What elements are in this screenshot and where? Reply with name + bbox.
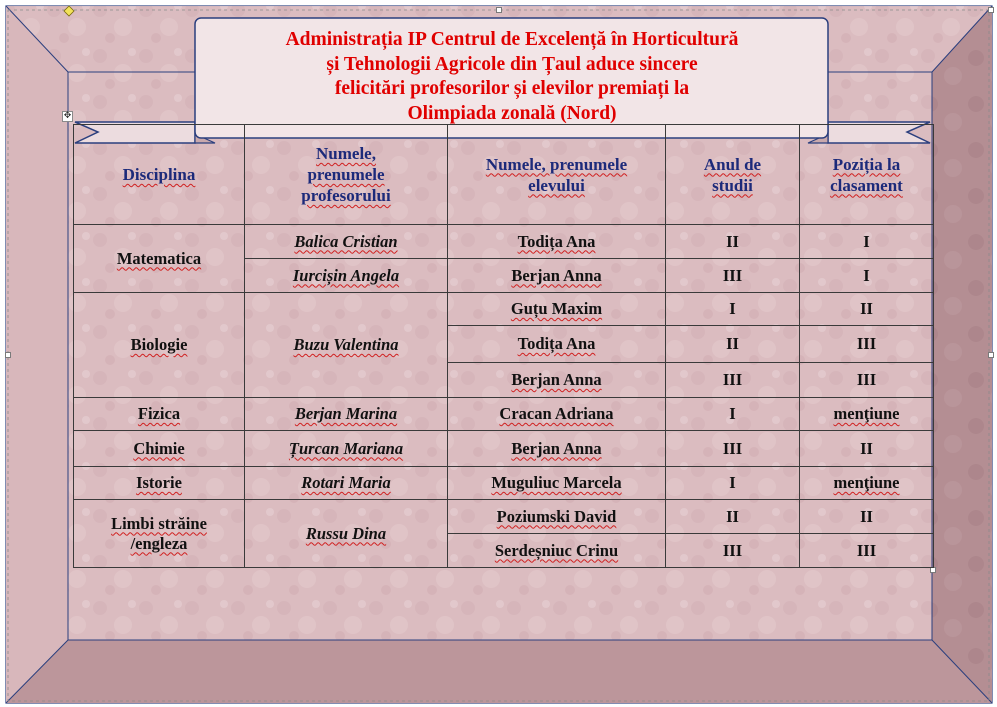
cell-teacher: Buzu Valentina <box>245 293 448 398</box>
table-row <box>74 500 934 534</box>
cell-student: Todița Ana <box>448 326 666 363</box>
cell-discipline: Istorie <box>74 467 245 500</box>
cell-discipline: Biologie <box>74 293 245 398</box>
table-header-row <box>74 125 934 225</box>
cell-discipline: Limbi străine /engleza <box>74 500 245 568</box>
cell-student: Berjan Anna <box>448 363 666 398</box>
header-year: Anul de studii <box>666 125 800 225</box>
table-row <box>74 467 934 500</box>
cell-year: III <box>666 259 800 293</box>
cell-teacher: Balica Cristian <box>245 225 448 259</box>
resize-handle-top-right[interactable] <box>988 7 994 13</box>
cell-teacher: Russu Dina <box>245 500 448 568</box>
banner-line: și Tehnologii Agricole din Țaul aduce sincere <box>326 53 698 75</box>
cell-year: III <box>666 363 800 398</box>
cell-student: Todița Ana <box>448 225 666 259</box>
cell-student: Poziumski David <box>448 500 666 534</box>
table-row <box>74 225 934 259</box>
cell-year: III <box>666 431 800 467</box>
banner-line: Administrația IP Centrul de Excelență în Horticultură <box>285 29 739 50</box>
cell-discipline: Matematica <box>74 225 245 293</box>
cell-teacher: Rotari Maria <box>245 467 448 500</box>
header-discipline: Disciplina <box>74 125 245 225</box>
cell-year: II <box>666 225 800 259</box>
header-position: Poziția la clasament <box>800 125 934 225</box>
header-student: Numele, prenumele elevului <box>448 125 666 225</box>
cell-discipline: Fizica <box>74 398 245 431</box>
cell-position: I <box>800 259 934 293</box>
cell-year: I <box>666 398 800 431</box>
resize-handle-right[interactable] <box>988 352 994 358</box>
cell-position: II <box>800 293 934 326</box>
cell-teacher: Țurcan Mariana <box>245 431 448 467</box>
resize-handle-left[interactable] <box>5 352 11 358</box>
banner-title <box>202 28 822 126</box>
cell-student: Guțu Maxim <box>448 293 666 326</box>
cell-position: III <box>800 363 934 398</box>
cell-student: Berjan Anna <box>448 431 666 467</box>
cell-teacher: Berjan Marina <box>245 398 448 431</box>
banner-line: Olimpiada zonală (Nord) <box>407 102 617 124</box>
cell-year: II <box>666 326 800 363</box>
resize-handle-top[interactable] <box>496 7 502 13</box>
cell-teacher: Iurcișin Angela <box>245 259 448 293</box>
cell-year: III <box>666 534 800 568</box>
cell-position: III <box>800 326 934 363</box>
table-row <box>74 431 934 467</box>
banner-line: felicitări profesorilor și elevilor premiați la <box>334 78 690 99</box>
cell-position: II <box>800 431 934 467</box>
cell-year: II <box>666 500 800 534</box>
cell-year: I <box>666 293 800 326</box>
cell-year: I <box>666 467 800 500</box>
cell-discipline: Chimie <box>74 431 245 467</box>
cell-position: menţiune <box>800 398 934 431</box>
cell-position: I <box>800 225 934 259</box>
table-row <box>74 293 934 326</box>
cell-student: Serdeșniuc Crinu <box>448 534 666 568</box>
cell-position: menţiune <box>800 467 934 500</box>
header-teacher: Numele, prenumele profesorului <box>245 125 448 225</box>
cell-student: Berjan Anna <box>448 259 666 293</box>
table-row <box>74 398 934 431</box>
cell-student: Muguliuc Marcela <box>448 467 666 500</box>
results-table <box>73 124 934 568</box>
cell-position: III <box>800 534 934 568</box>
cell-position: II <box>800 500 934 534</box>
table-move-handle-icon[interactable]: ✥ <box>63 111 72 121</box>
cell-student: Cracan Adriana <box>448 398 666 431</box>
